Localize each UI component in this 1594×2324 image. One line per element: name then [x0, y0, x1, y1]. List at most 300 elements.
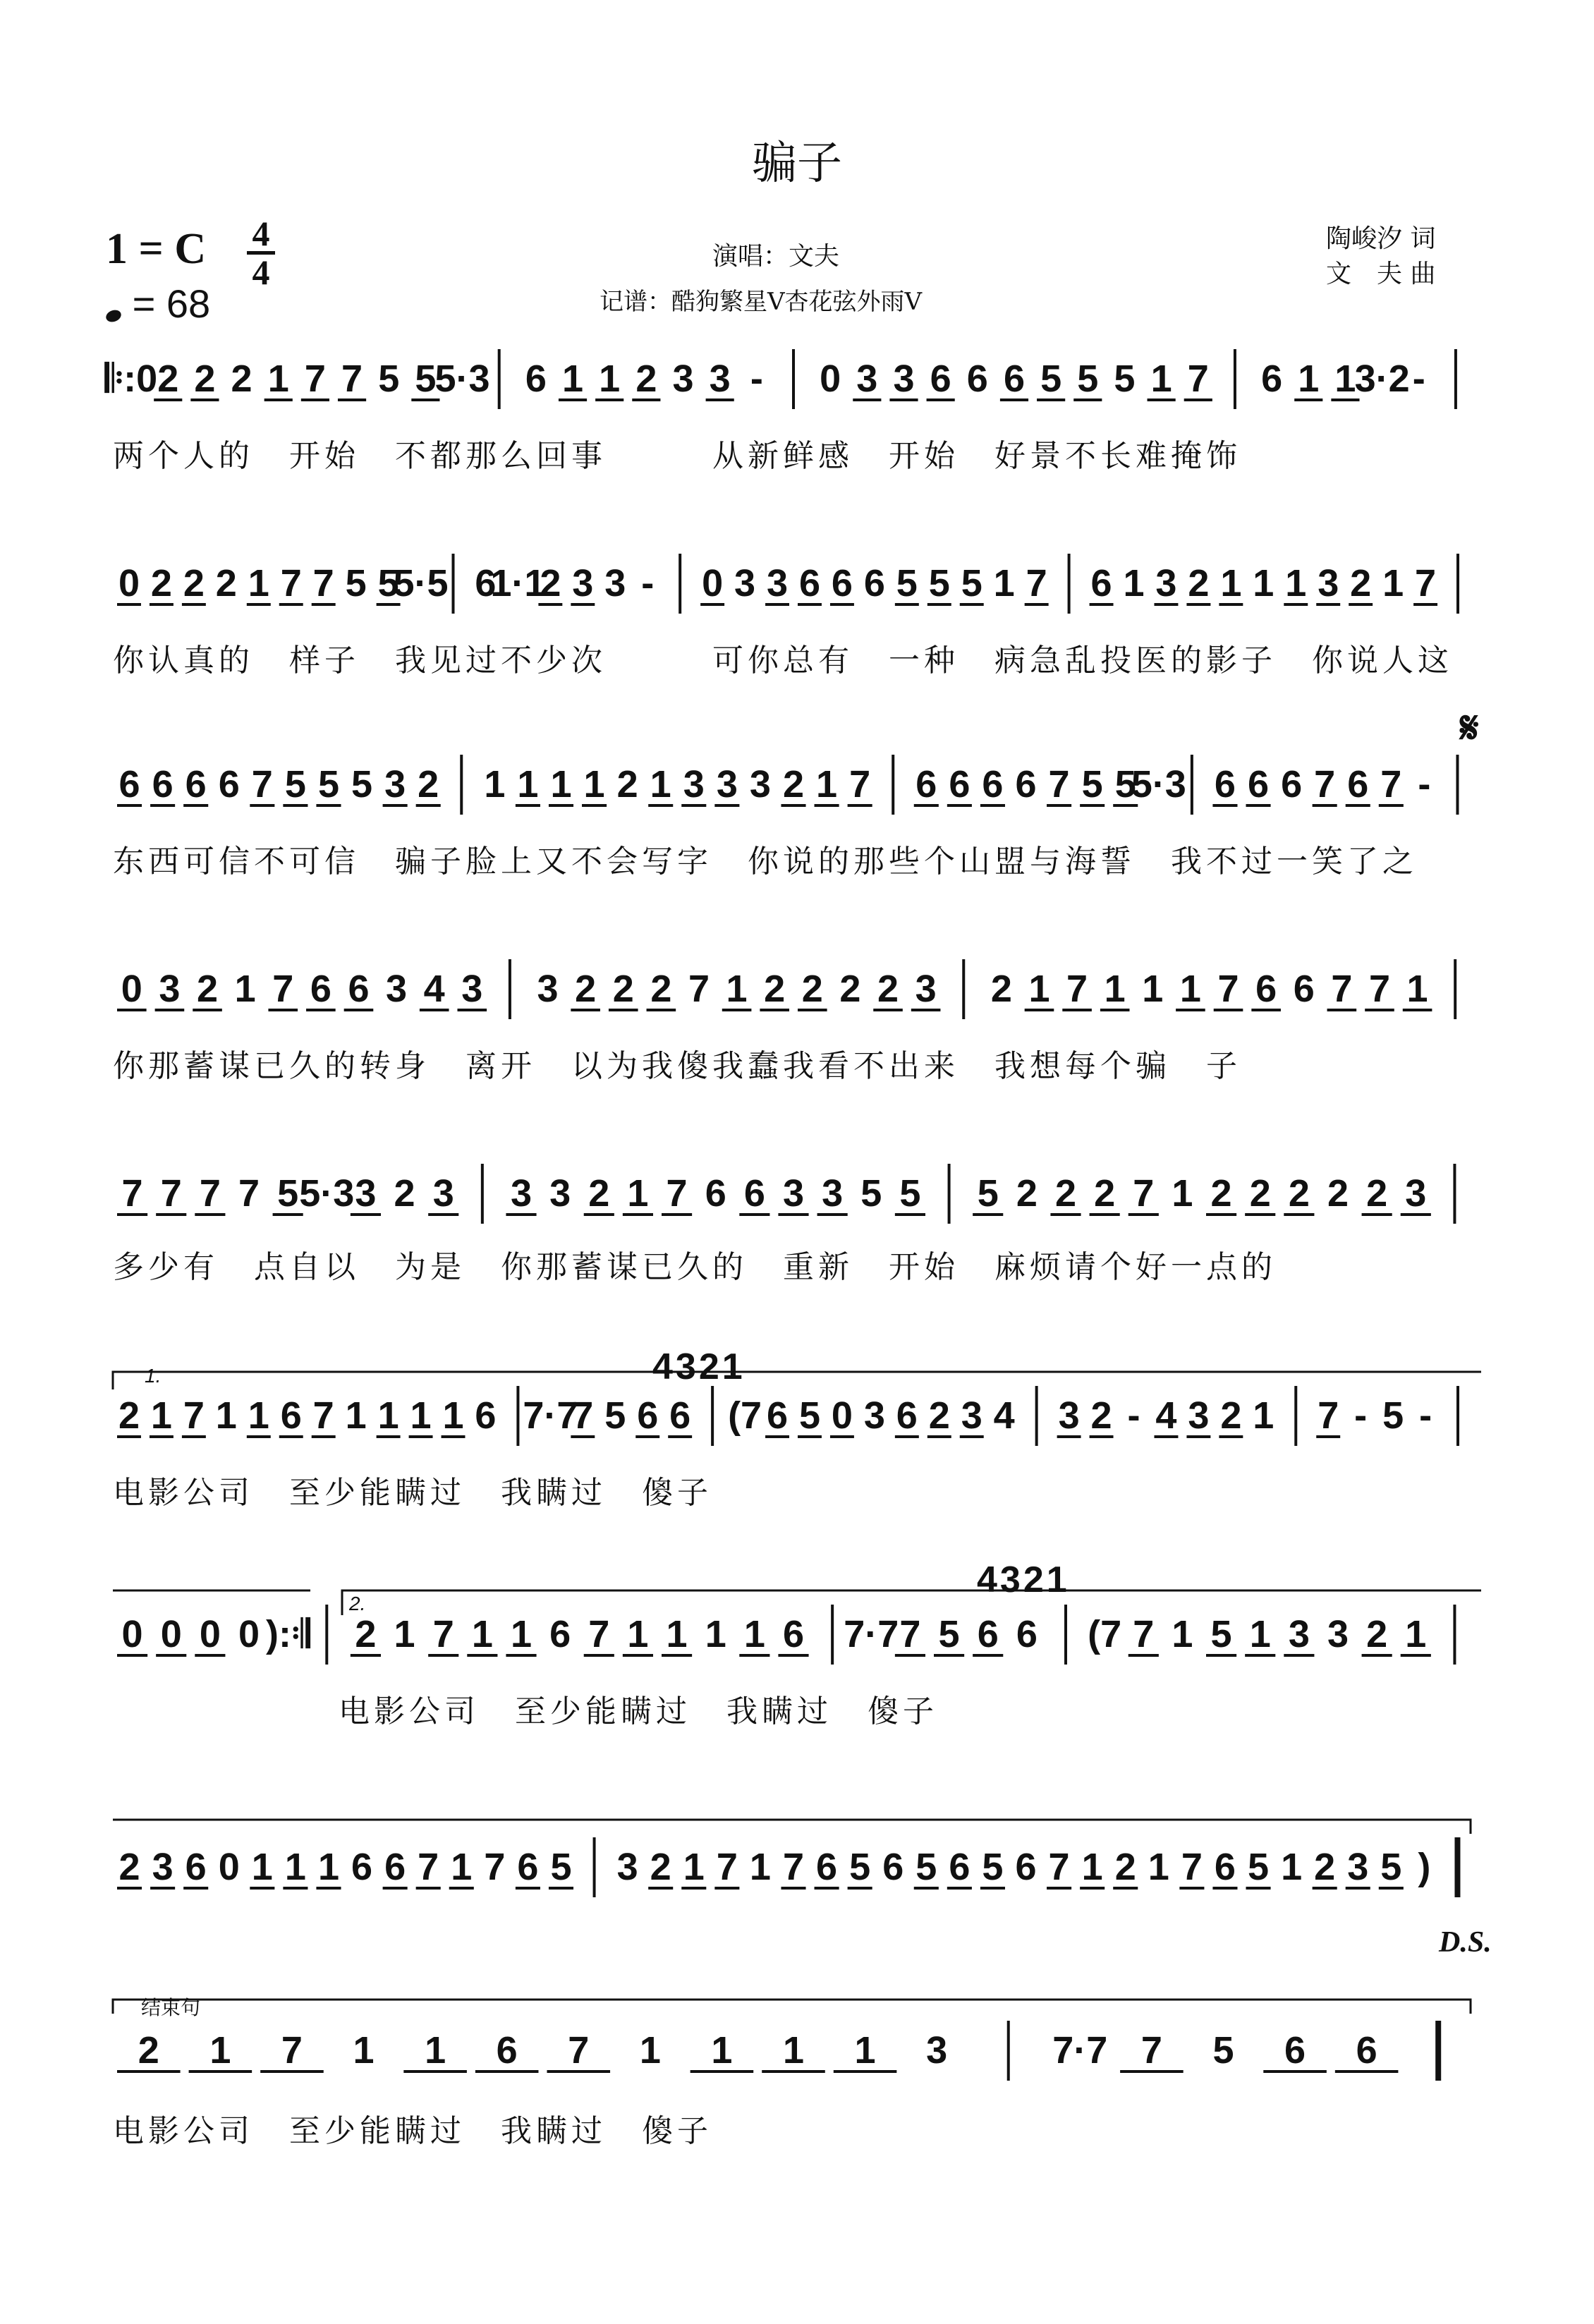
note-symbol: 6	[118, 763, 140, 805]
note-symbol: 7	[280, 562, 302, 604]
note-symbol: 5	[1210, 1613, 1232, 1655]
note-symbol: (7	[728, 1394, 762, 1437]
note-symbol: 1	[410, 1394, 432, 1437]
note-symbol: 3	[822, 1172, 844, 1215]
note-symbol: 6	[1356, 2029, 1377, 2071]
note-symbol: 7	[281, 2029, 303, 2071]
note-symbol: 1	[484, 763, 506, 805]
note-symbol: 7	[1331, 968, 1353, 1010]
lyric-line: 两个人的 开始 不都那么回事 从新鲜感 开始 好景不长难掩饰	[113, 438, 1241, 474]
note-symbol: 4	[993, 1394, 1015, 1437]
note-symbol: 3	[1405, 1172, 1427, 1215]
note-symbol: 7	[238, 1172, 260, 1215]
note-symbol: 7	[899, 1613, 921, 1655]
note-symbol: 6	[1003, 358, 1025, 400]
note-symbol: 6	[1016, 1613, 1038, 1655]
note-symbol: 1	[1281, 1846, 1303, 1888]
note-symbol: 3	[782, 1172, 805, 1215]
note-symbol: 0	[121, 1613, 143, 1655]
note-symbol: 5	[1380, 1846, 1402, 1888]
note-symbol: 5	[798, 1394, 820, 1437]
volta-2-label: 2.	[349, 1593, 366, 1614]
note-symbol: 5	[377, 562, 399, 604]
note-symbol: 1	[1081, 1846, 1103, 1888]
note-symbol: 1	[583, 763, 605, 805]
note-symbol: 5	[317, 763, 339, 805]
note-symbol: 7	[1415, 562, 1437, 604]
note-symbol: 6	[705, 1172, 726, 1215]
note-symbol: 1	[1220, 562, 1242, 604]
note-symbol: 2	[1016, 1172, 1038, 1215]
note-symbol: 2	[1249, 1172, 1271, 1215]
note-symbol: 0	[820, 358, 841, 400]
note-symbol: 6	[1214, 1846, 1236, 1888]
note-symbol: ):𝄇	[266, 1613, 310, 1655]
note-symbol: 7	[588, 1613, 610, 1655]
note-symbol: 3	[1327, 1613, 1349, 1655]
lyric-line: 你那蓄谋已久的转身 离开 以为我傻我蠢我看不出来 我想每个骗 子	[113, 1048, 1241, 1084]
note-symbol: 1	[1172, 1613, 1193, 1655]
note-symbol: 6	[1015, 763, 1037, 805]
note-symbol: 3	[432, 1172, 454, 1215]
note-symbol: 6	[915, 763, 937, 805]
note-symbol: 1	[1123, 562, 1145, 604]
note-symbol: 2	[150, 562, 172, 604]
note-symbol: 2	[1188, 562, 1210, 604]
note-symbol: 6	[384, 1846, 406, 1888]
note-symbol: 1	[1172, 1172, 1193, 1215]
note-symbol: 6	[185, 1846, 207, 1888]
note-symbol: 6	[831, 562, 853, 604]
note-symbol: -	[1127, 1394, 1140, 1437]
note-symbol: 6	[966, 358, 988, 400]
note-symbol: 6	[1347, 763, 1369, 805]
note-symbol: 1	[248, 562, 269, 604]
note-symbol: 1	[234, 968, 256, 1010]
note-symbol: 1	[627, 1613, 649, 1655]
note-symbol: 2	[183, 562, 205, 604]
note-symbol: 1	[782, 2029, 805, 2071]
note-symbol: 5	[1382, 1394, 1404, 1437]
note-symbol: 5	[1081, 763, 1103, 805]
note-symbol: 7	[1048, 763, 1070, 805]
note-symbol: 6	[351, 1846, 373, 1888]
note-symbol: 1	[1179, 968, 1201, 1010]
note-symbol: 1	[627, 1172, 649, 1215]
note-symbol: 1	[1253, 1394, 1274, 1437]
note-symbol: 6	[1214, 763, 1236, 805]
note-symbol: 7	[1048, 1846, 1070, 1888]
note-symbol: 5	[977, 1172, 999, 1215]
note-symbol: 2	[764, 968, 786, 1010]
note-symbol: 1	[743, 1613, 765, 1655]
note-symbol: 1	[248, 1394, 269, 1437]
note-symbol: 1	[1249, 1613, 1271, 1655]
lyric-line: 东西可信不可信 骗子脸上又不会写字 你说的那些个山盟与海誓 我不过一笑了之	[113, 844, 1418, 880]
note-symbol: 6	[280, 1394, 302, 1437]
note-symbol: 3	[604, 562, 626, 604]
note-symbol: 7	[572, 1394, 594, 1437]
note-symbol: 3	[1347, 1846, 1369, 1888]
note-symbol: 1	[726, 968, 748, 1010]
note-symbol: 2	[877, 968, 899, 1010]
ending-label: 结束句	[141, 1997, 201, 2019]
note-symbol: 1	[1104, 968, 1126, 1010]
note-symbol: 3	[716, 763, 738, 805]
note-symbol: 7	[484, 1846, 506, 1888]
note-symbol: -	[641, 562, 655, 604]
note-symbol: 6	[982, 763, 1004, 805]
note-symbol: 6	[517, 1846, 539, 1888]
note-symbol: 7	[1133, 1172, 1155, 1215]
note-symbol: 1	[666, 1613, 688, 1655]
note-symbol: 6	[348, 968, 370, 1010]
note-symbol: 5	[604, 1394, 626, 1437]
composer-credit: 文 夫 曲	[1326, 260, 1436, 288]
note-symbol: 6	[549, 1613, 571, 1655]
note-symbol: 1	[442, 1394, 464, 1437]
note-symbol: 1	[209, 2029, 231, 2071]
note-symbol: 1	[1382, 562, 1404, 604]
note-symbol: 1	[267, 358, 289, 400]
note-symbol: 7	[1187, 358, 1209, 400]
note-symbol: 1	[345, 1394, 367, 1437]
note-symbol: 6	[949, 763, 971, 805]
note-symbol: 7	[183, 1394, 205, 1437]
note-symbol: 0	[121, 968, 142, 1010]
singer-credit: 演唱：文夫	[712, 242, 840, 271]
note-symbol: 6	[152, 763, 174, 805]
note-symbol: 7	[1380, 763, 1402, 805]
note-symbol: 6	[1015, 1846, 1037, 1888]
note-symbol: 7	[251, 763, 273, 805]
note-symbol: 0	[238, 1613, 260, 1655]
note-symbol: 7	[1026, 562, 1047, 604]
note-symbol: 1	[1406, 968, 1428, 1010]
note-symbol: 0	[218, 1846, 240, 1888]
note-symbol: 1	[816, 763, 838, 805]
note-symbol: 6	[798, 562, 820, 604]
note-symbol: 7	[160, 1172, 182, 1215]
note-symbol: 2	[1327, 1172, 1349, 1215]
note-symbol: 2	[540, 562, 561, 604]
note-symbol: 6	[218, 763, 240, 805]
note-symbol: 2	[782, 763, 805, 805]
note-symbol: 7	[688, 968, 710, 1010]
lyric-line: 你认真的 样子 我见过不少次 可你总有 一种 病急乱投医的影子 你说人这	[113, 643, 1453, 679]
segno-sign: 𝄋	[1460, 702, 1479, 753]
note-symbol: 2	[650, 1846, 671, 1888]
note-symbol: 7	[1133, 1613, 1155, 1655]
note-symbol: 5	[284, 763, 306, 805]
note-symbol: 2	[928, 1394, 950, 1437]
note-symbol: 1	[650, 763, 671, 805]
note-symbol: 1	[705, 1613, 726, 1655]
note-symbol: 1	[1334, 358, 1356, 400]
note-symbol: 2	[612, 968, 634, 1010]
time-signature-top: 4	[252, 214, 270, 253]
note-symbol: 1	[471, 1613, 493, 1655]
key-signature: 1 = C	[106, 225, 207, 273]
note-symbol: 2	[1114, 1846, 1136, 1888]
note-symbol: 5	[860, 1172, 882, 1215]
note-symbol: 1	[1285, 562, 1307, 604]
note-symbol: 1	[1148, 1846, 1169, 1888]
note-symbol: 3	[549, 1172, 571, 1215]
note-symbol: 1	[683, 1846, 705, 1888]
note-symbol: 6	[669, 1394, 691, 1437]
note-symbol: 6	[637, 1394, 659, 1437]
note-symbol: 4	[423, 968, 445, 1010]
note-symbol: 2	[1288, 1172, 1310, 1215]
note-symbol: -	[1412, 358, 1425, 400]
note-symbol: 5·3	[299, 1172, 355, 1215]
note-symbol: 6	[1261, 358, 1283, 400]
note-symbol: 7	[312, 1394, 334, 1437]
ending-bracket	[113, 2000, 1471, 2014]
note-symbol: 1	[711, 2029, 733, 2071]
note-symbol: 5	[1248, 1846, 1270, 1888]
note-symbol: 2	[588, 1172, 610, 1215]
note-symbol: 2	[650, 968, 672, 1010]
note-symbol: 3	[384, 763, 406, 805]
note-symbol: 3	[734, 562, 756, 604]
note-symbol: 2	[157, 358, 179, 400]
note-symbol: 5	[896, 562, 918, 604]
lyricist-credit: 陶峻汐 词	[1326, 224, 1436, 253]
note-symbol: 5	[277, 1172, 299, 1215]
note-symbol: -	[750, 358, 763, 400]
note-symbol: 3	[1188, 1394, 1210, 1437]
note-symbol: 1	[749, 1846, 771, 1888]
note-symbol: 0	[831, 1394, 853, 1437]
note-symbol: -	[1419, 1394, 1432, 1437]
note-symbol: 5	[961, 562, 982, 604]
note-symbol: 7	[199, 1172, 221, 1215]
note-symbol: 3	[683, 763, 705, 805]
note-symbol: 2	[394, 1172, 415, 1215]
note-symbol: 7	[1314, 763, 1336, 805]
note-symbol: 5	[982, 1846, 1004, 1888]
note-symbol: 3	[572, 562, 594, 604]
time-signature-bottom: 4	[252, 253, 270, 292]
note-symbol: 0	[160, 1613, 182, 1655]
note-symbol: -	[1418, 763, 1431, 805]
lyric-line: 电影公司 至少能瞒过 我瞒过 傻子	[113, 1475, 712, 1511]
note-symbol: 5	[550, 1846, 572, 1888]
note-symbol: 3	[1058, 1394, 1080, 1437]
note-symbol: 7	[418, 1846, 439, 1888]
note-symbol: 2	[801, 968, 823, 1010]
note-symbol: 3	[616, 1846, 638, 1888]
note-symbol: 5·5	[393, 562, 449, 604]
note-symbol: 7	[1181, 1846, 1203, 1888]
note-symbol: 2	[1220, 1394, 1242, 1437]
note-symbol: 6	[949, 1846, 971, 1888]
note-symbol: 2	[1366, 1172, 1388, 1215]
note-symbol: 7	[1368, 968, 1390, 1010]
note-symbol: 1	[394, 1613, 415, 1655]
note-symbol: 7	[312, 562, 334, 604]
note-symbol: 1	[993, 562, 1015, 604]
note-symbol: 6	[977, 1613, 999, 1655]
note-symbol: 5	[899, 1172, 921, 1215]
note-symbol: 4	[1155, 1394, 1177, 1437]
note-symbol: 2	[418, 763, 439, 805]
volta-2-bracket	[342, 1590, 1481, 1615]
note-symbol: 5	[928, 562, 950, 604]
note-symbol: 1·1	[490, 562, 546, 604]
note-symbol: 3	[152, 1846, 174, 1888]
note-symbol: 1	[599, 358, 621, 400]
note-symbol: 3	[926, 2029, 948, 2071]
note-symbol: 7	[666, 1172, 688, 1215]
note-symbol: 7	[782, 1846, 805, 1888]
note-symbol: 1	[353, 2029, 375, 2071]
note-symbol: 6	[882, 1846, 904, 1888]
note-symbol: 3	[386, 968, 408, 1010]
note-symbol: 1	[251, 1846, 273, 1888]
note-symbol: 7·7	[523, 1394, 578, 1437]
tempo-marking	[106, 281, 210, 327]
note-symbol: 6	[896, 1394, 918, 1437]
note-symbol: 𝄆:0	[104, 358, 158, 400]
note-symbol: 0	[199, 1613, 221, 1655]
note-symbol: 0	[118, 562, 140, 604]
note-symbol: 1	[510, 1613, 533, 1655]
note-symbol: 1	[639, 2029, 661, 2071]
note-symbol: 5	[351, 763, 373, 805]
note-symbol: 3	[510, 1172, 533, 1215]
note-symbol: 2	[1350, 562, 1372, 604]
note-symbol: 6	[863, 562, 885, 604]
note-symbol: 1	[562, 358, 584, 400]
lyric-line: 多少有 点自以 为是 你那蓄谋已久的 重新 开始 麻烦请个好一点的	[113, 1249, 1277, 1285]
note-symbol: 7	[121, 1172, 143, 1215]
note-symbol: 5	[345, 562, 367, 604]
note-symbol: )	[1418, 1846, 1431, 1888]
note-symbol: 2	[990, 968, 1012, 1010]
note-symbol: 7·7	[1052, 2029, 1108, 2071]
note-symbol: 1	[1253, 562, 1274, 604]
note-symbol: 3	[767, 562, 789, 604]
transcriber-credit: 记谱：酷狗繁星V杏花弦外雨V	[600, 288, 923, 316]
note-symbol: 1	[377, 1394, 399, 1437]
note-symbol: 2	[197, 968, 219, 1010]
note-symbol: 7	[304, 358, 326, 400]
note-symbol: 7	[849, 763, 871, 805]
note-symbol: 2	[215, 562, 237, 604]
note-symbol: (7	[1088, 1613, 1122, 1655]
note-symbol: 3	[856, 358, 878, 400]
note-symbol: 2	[575, 968, 597, 1010]
note-symbol: 2	[1366, 1613, 1388, 1655]
note-symbol: 1	[1150, 358, 1172, 400]
note-symbol: 6	[743, 1172, 765, 1215]
note-symbol: 3	[961, 1394, 982, 1437]
note-symbol: 1	[1028, 968, 1050, 1010]
note-symbol: 2	[118, 1846, 140, 1888]
note-symbol: 7	[1217, 968, 1239, 1010]
note-symbol: 2	[1090, 1394, 1112, 1437]
note-symbol: 3	[915, 968, 937, 1010]
note-symbol: 3·2	[1354, 358, 1410, 400]
dal-segno-mark: D.S.	[1439, 1926, 1492, 1959]
note-symbol: 1	[150, 1394, 172, 1437]
note-symbol: 2	[1210, 1172, 1232, 1215]
note-symbol: 6	[310, 968, 331, 1010]
note-symbol: 5	[378, 358, 400, 400]
note-symbol: 6	[475, 562, 497, 604]
note-symbol: 5	[849, 1846, 871, 1888]
note-symbol: 1	[1298, 358, 1320, 400]
note-symbol: 1	[317, 1846, 339, 1888]
note-symbol: 2	[194, 358, 216, 400]
note-symbol: 2	[138, 2029, 159, 2071]
note-symbol: 3	[893, 358, 915, 400]
volta-1-bracket	[113, 1372, 1481, 1389]
note-symbol: 1	[215, 1394, 237, 1437]
note-symbol: 5	[915, 1846, 937, 1888]
note-symbol: 6	[1248, 763, 1270, 805]
note-symbol: 5	[1114, 763, 1136, 805]
note-symbol: 2	[839, 968, 861, 1010]
note-symbol: 5	[1040, 358, 1062, 400]
note-symbol: 6	[782, 1613, 805, 1655]
note-symbol: 3	[709, 358, 731, 400]
note-symbol: 2	[231, 358, 253, 400]
note-symbol: 7	[1318, 1394, 1339, 1437]
note-symbol: 7·7	[844, 1613, 899, 1655]
note-symbol: 1	[451, 1846, 473, 1888]
lyric-line: 电影公司 至少能瞒过 我瞒过 傻子	[113, 2113, 712, 2149]
note-symbol: 1	[517, 763, 539, 805]
note-symbol: 7	[1066, 968, 1088, 1010]
note-symbol: 5	[1212, 2029, 1234, 2071]
chord-4321-b: 4321	[977, 1559, 1070, 1600]
note-symbol: 6	[1293, 968, 1315, 1010]
note-symbol: 6	[816, 1846, 838, 1888]
note-symbol: 0	[702, 562, 724, 604]
note-symbol: 5·3	[1131, 763, 1186, 805]
note-symbol: 5	[938, 1613, 960, 1655]
note-symbol: 5·3	[434, 358, 490, 400]
note-symbol: 2	[355, 1613, 377, 1655]
note-symbol: 6	[525, 358, 547, 400]
note-symbol: 1	[1142, 968, 1164, 1010]
volta-1-label: 1.	[145, 1365, 162, 1387]
volta-2-bracket-tail	[113, 1820, 1471, 1834]
note-symbol: 2	[1054, 1172, 1077, 1215]
song-title: 骗子	[752, 138, 842, 190]
note-symbol: 5	[1114, 358, 1136, 400]
note-symbol: -	[1354, 1394, 1368, 1437]
note-symbol: 6	[1284, 2029, 1306, 2071]
note-symbol: 2	[635, 358, 657, 400]
chord-4321-a: 4321	[652, 1346, 746, 1387]
note-symbol: 7	[716, 1846, 738, 1888]
lyric-line: 电影公司 至少能瞒过 我瞒过 傻子	[339, 1693, 938, 1729]
note-symbol: 3	[355, 1172, 377, 1215]
note-symbol: 6	[767, 1394, 789, 1437]
note-symbol: 6	[496, 2029, 518, 2071]
note-symbol: 2	[1094, 1172, 1116, 1215]
note-symbol: 7	[1140, 2029, 1162, 2071]
note-symbol: 5	[1077, 358, 1099, 400]
note-symbol: 7	[432, 1613, 454, 1655]
note-symbol: 3	[159, 968, 181, 1010]
note-symbol: 6	[1090, 562, 1112, 604]
